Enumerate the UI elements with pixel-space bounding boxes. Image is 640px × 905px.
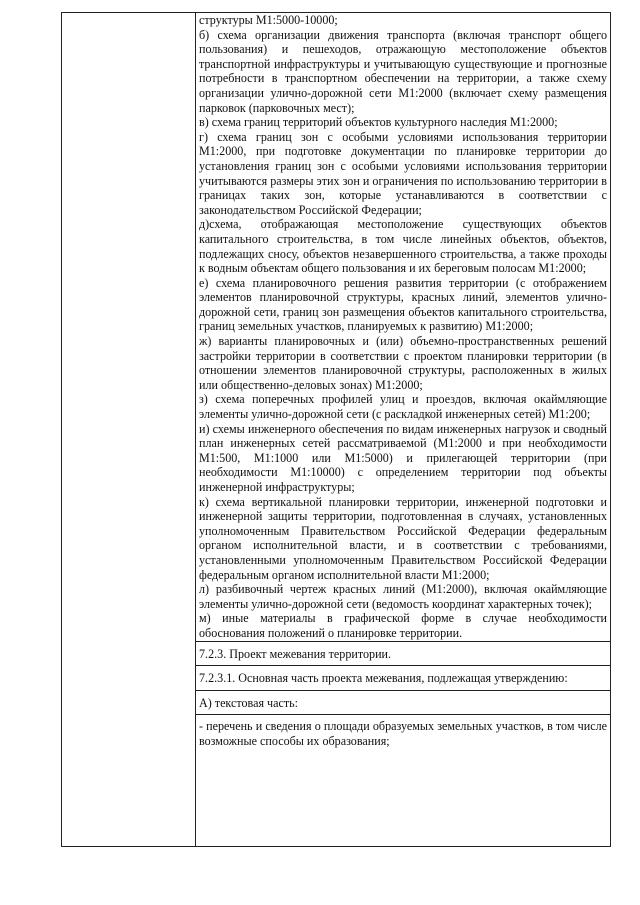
left-empty-cell [62,13,196,847]
list-item: б) схема организации движения транспорта (включая транспорт общего пользования) и пешеходов, отражающую местоположение объектов транспортной инфраструктуры и учитывающую существующие и прогнозные потребности в транспортном обеспечении на территории, а также схему организации улично-дорожной сети М1:2000 (включает схему размещения парковок (парковочных мест); [199,27,607,115]
subsection-title: 7.2.3.1. Основная часть проекта межевания, подлежащая утверждению: [199,671,568,686]
content-cell [196,13,611,847]
table-row [62,13,611,847]
list-item: - перечень и сведения о площади образуемых земельных участков, в том числе возможные способы их образования; [199,719,607,748]
list-item: и) схемы инженерного обеспечения по видам инженерных нагрузок и сводный план инженерных сетей рассматриваемой (М1:2000 и при необходимости М1:500, М1:1000 или М1:5000) и прилегающей территории (при необходимости М1:10000) с определением территории под объекты инженерной инфраструктуры; [199,421,607,494]
list-item: л) разбивочный чертеж красных линий (М1:2000), включая окаймляющие элементы улично-дорожной сети (ведомость координат характерных точек); [199,582,607,611]
list-item: г) схема границ зон с особыми условиями использования территории М1:2000, при подготовке документации по планировке территории до установления границ зон с особыми условиями использования территории учитываются размеры этих зон и ограничения по использованию территории в границах таких зон, которые устанавливаются в соответствии с законодательством Российской Федерации; [199,129,607,217]
list-item: ж) варианты планировочных и (или) объемно-пространственных решений застройки территории в соответствии с проектом планировки территории (в отношении элементов планировочной структуры, расположенных в жилых или общественно-деловых зонах) М1:2000; [199,334,607,392]
document-table [61,12,611,847]
section-title: 7.2.3. Проект межевания территории. [199,646,392,661]
part-title: А) текстовая часть: [199,695,299,710]
list-item: м) иные материалы в графической форме в случае необходимости обоснования положений о планировке территории. [199,611,607,640]
list-item: структуры М1:5000-10000; [199,13,338,27]
list-item: з) схема поперечных профилей улиц и проездов, включая окаймляющие элементы улично-дорожной сети (с раскладкой инженерных сетей) М1:200; [199,392,607,422]
list-item: д)схема, отображающая местоположение существующих объектов капитального строительства, в том числе линейных объектов, объектов, подлежащих сносу, объектов незавершенного строительства, а также проходы к водным объектам общего пользования и их береговым полосам М1:2000; [199,217,607,276]
list-item: е) схема планировочного решения развития территории (с отображением элементов планировочной структуры, красных линий, элементов улично-дорожной сети, границ зон размещения объектов капитального строительства, границ земельных участков, планируемых к развитию) М1:2000; [199,275,607,334]
list-item: к) схема вертикальной планировки территории, инженерной подготовки и инженерной защиты территории, подготовленная в случаях, установленных уполномоченным Правительством Российской Федерации федеральным органом исполнительной власти, и в соответствии с требованиями, установленными уполномоченным Правительством Российской Федерации федеральным органом исполнительной власти М1:2000; [199,494,607,582]
items-block [196,13,610,749]
list-item: в) схема границ территорий объектов культурного наследия М1:2000; [199,115,558,130]
